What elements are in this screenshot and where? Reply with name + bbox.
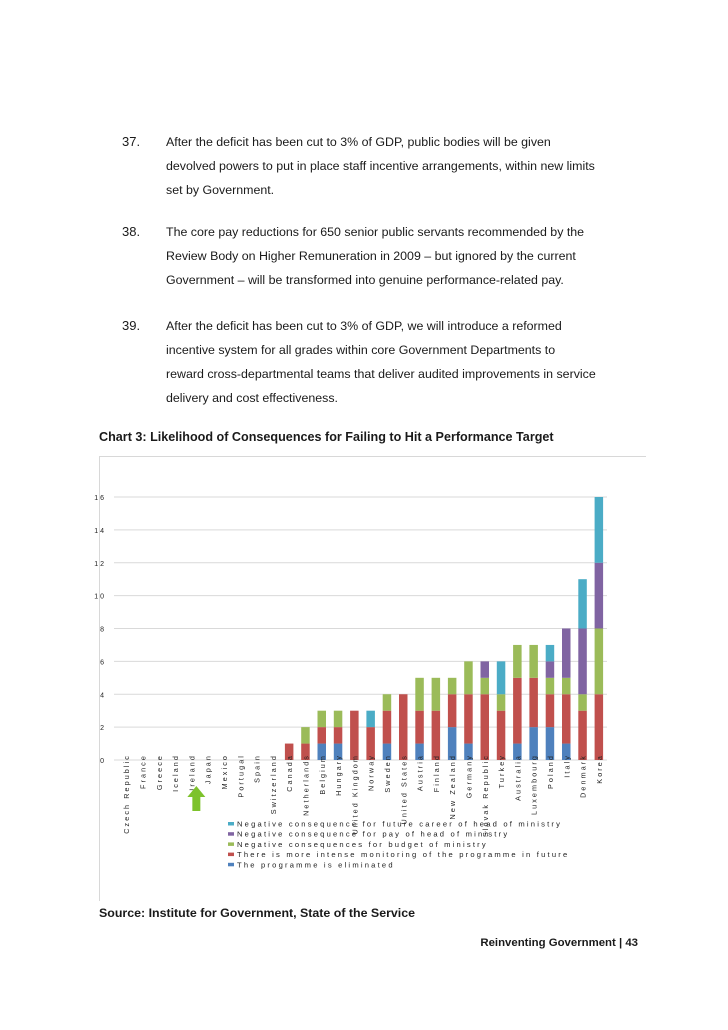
bar-segment bbox=[334, 727, 343, 743]
x-tick-label: Iceland bbox=[171, 754, 181, 792]
bar-segment bbox=[318, 727, 327, 743]
page-footer: Reinventing Government | 43 bbox=[480, 937, 638, 949]
x-tick-label: Poland bbox=[545, 754, 555, 789]
x-tick-label: Luxembourg bbox=[529, 754, 539, 815]
paragraph-number: 37. bbox=[122, 134, 141, 149]
bar-segment bbox=[578, 694, 587, 710]
bar-segment bbox=[481, 694, 490, 760]
text-line: Government – will be transformed into genuine performance-related pay. bbox=[166, 273, 564, 287]
x-tick-label: Switzerland bbox=[268, 754, 278, 815]
bar-segment bbox=[578, 629, 587, 695]
x-tick-label: United States bbox=[399, 754, 409, 825]
bar-segment bbox=[415, 711, 424, 744]
bar-segment bbox=[399, 694, 408, 760]
bar-segment bbox=[513, 678, 522, 744]
bar-segment bbox=[562, 694, 571, 743]
x-tick-label: Czech Republic bbox=[122, 754, 132, 834]
bar-segment bbox=[529, 678, 538, 727]
x-tick-label: Hungary bbox=[334, 754, 344, 796]
bar-segment bbox=[497, 711, 506, 760]
legend-swatch bbox=[228, 863, 234, 867]
text-line: The core pay reductions for 650 senior public servants recommended by the bbox=[166, 225, 585, 239]
bar-segment bbox=[481, 678, 490, 694]
x-tick-label: Netherlands bbox=[301, 754, 311, 816]
y-tick-label: 12 bbox=[94, 560, 106, 568]
x-tick-label: Turkey bbox=[497, 754, 507, 789]
x-tick-label: Mexico bbox=[219, 754, 229, 790]
legend-swatch bbox=[228, 842, 234, 846]
x-tick-label: Australia bbox=[513, 754, 523, 801]
bar-segment bbox=[497, 661, 506, 694]
bar-segment bbox=[562, 678, 571, 694]
x-tick-label: Sweden bbox=[382, 754, 392, 793]
bar-segment bbox=[318, 711, 327, 727]
x-tick-label: Portugal bbox=[236, 754, 246, 798]
bar-segment bbox=[350, 711, 359, 760]
bar-segment bbox=[546, 678, 555, 694]
bar-segment bbox=[546, 645, 555, 661]
bar-segment bbox=[562, 629, 571, 678]
bar-segment bbox=[415, 678, 424, 711]
x-tick-label: Greece bbox=[154, 754, 164, 791]
bar-segment bbox=[546, 661, 555, 677]
bar-segment bbox=[432, 711, 441, 760]
x-tick-label: Japan bbox=[203, 754, 213, 785]
chart-title: Chart 3: Likelihood of Consequences for Failing to Hit a Performance Target bbox=[99, 430, 554, 444]
bar-segment bbox=[464, 661, 473, 694]
bar-segment bbox=[448, 678, 457, 694]
x-tick-label: Norway bbox=[366, 754, 376, 791]
x-tick-label: Austria bbox=[415, 754, 425, 792]
legend-label: Negative consequences for budget of ministry bbox=[237, 839, 488, 849]
x-tick-label: Slovak Republic bbox=[480, 754, 490, 838]
bar-segment bbox=[546, 694, 555, 727]
y-tick-label: 0 bbox=[100, 758, 106, 765]
bar-segment bbox=[448, 694, 457, 727]
x-tick-label: Canada bbox=[285, 754, 295, 792]
paragraph-number: 39. bbox=[122, 318, 141, 333]
x-tick-label: Ireland bbox=[187, 754, 197, 791]
legend-swatch bbox=[228, 853, 234, 857]
text-line: Review Body on Higher Remuneration in 2009 – but ignored by the current bbox=[166, 249, 576, 263]
bar-segment bbox=[464, 694, 473, 743]
bar-segment bbox=[595, 563, 604, 629]
bar-segment bbox=[513, 645, 522, 678]
y-tick-label: 16 bbox=[94, 495, 106, 502]
bar-segment bbox=[529, 645, 538, 678]
x-tick-label: Denmark bbox=[578, 754, 588, 798]
text-line: delivery and cost effectiveness. bbox=[166, 391, 338, 405]
bar-segment bbox=[578, 579, 587, 628]
x-tick-label: United Kingdom bbox=[350, 754, 360, 835]
text-line: incentive system for all grades within core Government Departments to bbox=[166, 343, 556, 357]
x-tick-label: Korea bbox=[594, 754, 604, 784]
bar-segment bbox=[383, 694, 392, 710]
chart-source: Source: Institute for Government, State of the Service bbox=[99, 906, 416, 920]
bar-segment bbox=[595, 629, 604, 695]
bar-segment bbox=[334, 711, 343, 727]
legend-label: Negative consequence for pay of head of ministry bbox=[237, 829, 510, 839]
text-line: After the deficit has been cut to 3% of GDP, public bodies will be given bbox=[166, 135, 551, 149]
paragraph-number: 38. bbox=[122, 224, 141, 239]
bar-segment bbox=[383, 711, 392, 744]
bar-segment bbox=[366, 711, 375, 727]
text-line: devolved powers to put in place staff incentive arrangements, within new limits bbox=[166, 159, 595, 173]
legend-label: Negative consequence for future career of head of ministry bbox=[237, 819, 563, 829]
legend-label: There is more intense monitoring of the programme in future bbox=[237, 850, 570, 860]
y-tick-label: 14 bbox=[94, 527, 106, 535]
text-line: After the deficit has been cut to 3% of GDP, we will introduce a reformed bbox=[166, 319, 562, 333]
bar-segment bbox=[301, 727, 310, 743]
bar-segment bbox=[578, 711, 587, 760]
legend-swatch bbox=[228, 822, 234, 826]
x-tick-label: Finland bbox=[431, 754, 441, 793]
bar-segment bbox=[497, 694, 506, 710]
x-tick-label: New Zealand bbox=[448, 754, 458, 820]
bar-segment bbox=[481, 661, 490, 677]
text-line: set by Government. bbox=[166, 183, 275, 197]
x-tick-label: France bbox=[138, 754, 148, 789]
bar-segment bbox=[432, 678, 441, 711]
text-line: reward cross-departmental teams that deliver audited improvements in service bbox=[166, 367, 596, 381]
y-tick-label: 10 bbox=[94, 593, 106, 601]
x-tick-label: Belgium bbox=[317, 754, 327, 795]
x-tick-label: Italy bbox=[562, 754, 572, 778]
y-tick-label: 8 bbox=[100, 626, 106, 634]
bar-segment bbox=[595, 497, 604, 563]
y-tick-label: 6 bbox=[100, 659, 106, 667]
y-tick-label: 4 bbox=[100, 692, 106, 700]
legend-label: The programme is eliminated bbox=[237, 860, 395, 870]
legend-swatch bbox=[228, 832, 234, 836]
x-tick-label: Germany bbox=[464, 754, 474, 799]
y-tick-label: 2 bbox=[100, 725, 106, 733]
bar-segment bbox=[595, 694, 604, 760]
x-tick-label: Spain bbox=[252, 754, 262, 783]
